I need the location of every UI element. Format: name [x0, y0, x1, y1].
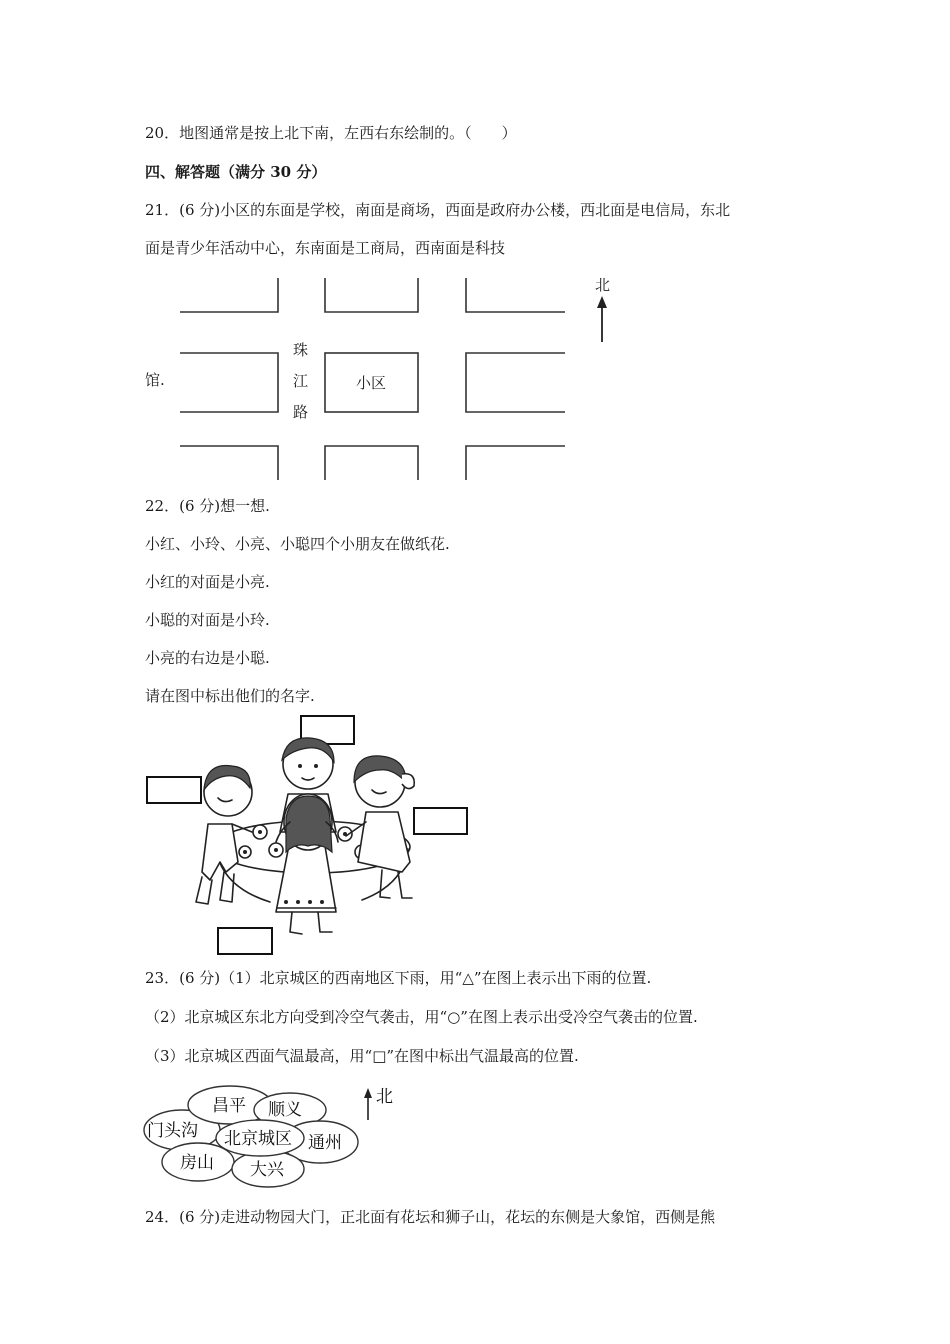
section-4-title: 四、解答题（满分 30 分） — [145, 163, 327, 181]
question-22-line-5: 小亮的右边是小聪. — [145, 649, 270, 667]
label-shunyi: 顺义 — [268, 1100, 302, 1120]
label-fangshan: 房山 — [180, 1153, 214, 1173]
block-northwest — [180, 278, 278, 312]
label-central: 北京城区 — [224, 1129, 292, 1149]
beijing-map — [140, 1082, 410, 1194]
answer-box-right — [414, 808, 467, 834]
question-22-line-4: 小聪的对面是小玲. — [145, 611, 270, 629]
block-southwest — [180, 446, 278, 480]
label-tongzhou: 通州 — [308, 1133, 342, 1153]
question-21-line-3: 馆. — [145, 371, 165, 389]
question-23-line-2: （2）北京城区东北方向受到冷空气袭击，用“○”在图上表示出受冷空气袭击的位置. — [145, 1008, 698, 1026]
question-23-line-3: （3）北京城区西面气温最高，用“□”在图中标出气温最高的位置. — [145, 1047, 579, 1065]
question-21-line-2: 面是青少年活动中心，东南面是工商局，西南面是科技 — [145, 239, 506, 257]
label-mentougou: 门头沟 — [147, 1121, 198, 1141]
label-changping: 昌平 — [212, 1096, 246, 1116]
question-22-line-6: 请在图中标出他们的名字. — [145, 687, 315, 705]
block-north — [325, 278, 418, 312]
road-char-3: 路 — [293, 403, 309, 421]
label-daxing: 大兴 — [250, 1160, 284, 1180]
question-22-line-1: 22．(6 分)想一想. — [145, 497, 270, 515]
block-south — [325, 446, 418, 480]
street-map — [170, 270, 630, 485]
road-char-2: 江 — [293, 372, 309, 390]
map-north-label: 北 — [376, 1087, 393, 1107]
answer-box-left — [147, 777, 201, 803]
road-char-1: 珠 — [293, 341, 309, 359]
answer-box-bottom — [218, 928, 272, 954]
north-label: 北 — [595, 276, 611, 294]
block-west — [180, 353, 278, 412]
question-22-line-3: 小红的对面是小亮. — [145, 573, 270, 591]
question-24: 24．(6 分)走进动物园大门，正北面有花坛和狮子山，花坛的东侧是大象馆，西侧是熊 — [145, 1208, 716, 1226]
block-southeast — [466, 446, 565, 480]
question-23-line-1: 23．(6 分)（1）北京城区的西南地区下雨，用“△”在图上表示出下雨的位置. — [145, 969, 652, 987]
block-east — [466, 353, 565, 412]
north-arrowhead-icon — [597, 296, 607, 308]
block-northeast — [466, 278, 565, 312]
question-22-line-2: 小红、小玲、小亮、小聪四个小朋友在做纸花. — [145, 535, 450, 553]
north-arrowhead-icon — [364, 1088, 372, 1098]
center-label: 小区 — [356, 374, 387, 392]
child-front — [276, 794, 338, 934]
question-20: 20．地图通常是按上北下南，左西右东绘制的。（ ） — [145, 124, 517, 142]
children-illustration — [140, 712, 480, 960]
question-21-line-1: 21．(6 分)小区的东面是学校，南面是商场，西面是政府办公楼，西北面是电信局，东北 — [145, 201, 731, 219]
